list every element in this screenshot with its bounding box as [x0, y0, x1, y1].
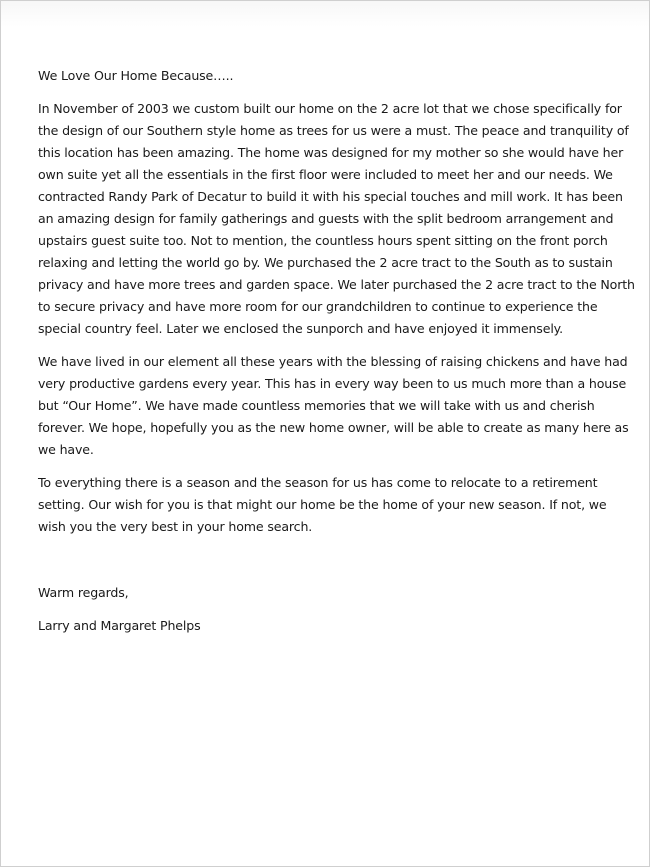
letter-paragraph-2: We have lived in our element all these years with the blessing of raising chickens and have had very productive gardens every year. This has in every way been to us much more than a house but “Our Home”. We have made countless memories that we will take with us and cherish forever. We hope, hopefully you as the new home owner, will be able to create as many here as we have.: [38, 354, 629, 457]
letter-paragraph-1: In November of 2003 we custom built our home on the 2 acre lot that we chose specifically for the design of our Southern style home as trees for us were a must. The peace and tranquility of this location has been amazing. The home was designed for my mother so she would have her own suite yet all the essentials in the first floor were included to meet her and our needs. We contracted Randy Park of Decatur to build it with his special touches and mill work. It has been an amazing design for family gatherings and guests with the split bedroom arrangement and upstairs guest suite too. Not to mention, the countless hours spent sitting on the front porch relaxing and letting the world go by. We purchased the 2 acre tract to the South as to sustain privacy and have more trees and garden space. We later purchased the 2 acre tract to the North to secure privacy and have more room for our grandchildren to continue to experience the special country feel. Later we enclosed the sunporch and have enjoyed it immensely.: [38, 101, 635, 336]
letter-paragraph-3: To everything there is a season and the season for us has come to relocate to a retirement setting. Our wish for you is that might our home be the home of your new season. If not, we wish you the very best in your home search.: [38, 475, 607, 534]
letter-signature: Larry and Margaret Phelps: [38, 618, 201, 633]
letter-closing: Warm regards,: [38, 585, 129, 600]
letter-greeting: We Love Our Home Because…..: [38, 68, 234, 83]
letter-body: [38, 65, 638, 637]
